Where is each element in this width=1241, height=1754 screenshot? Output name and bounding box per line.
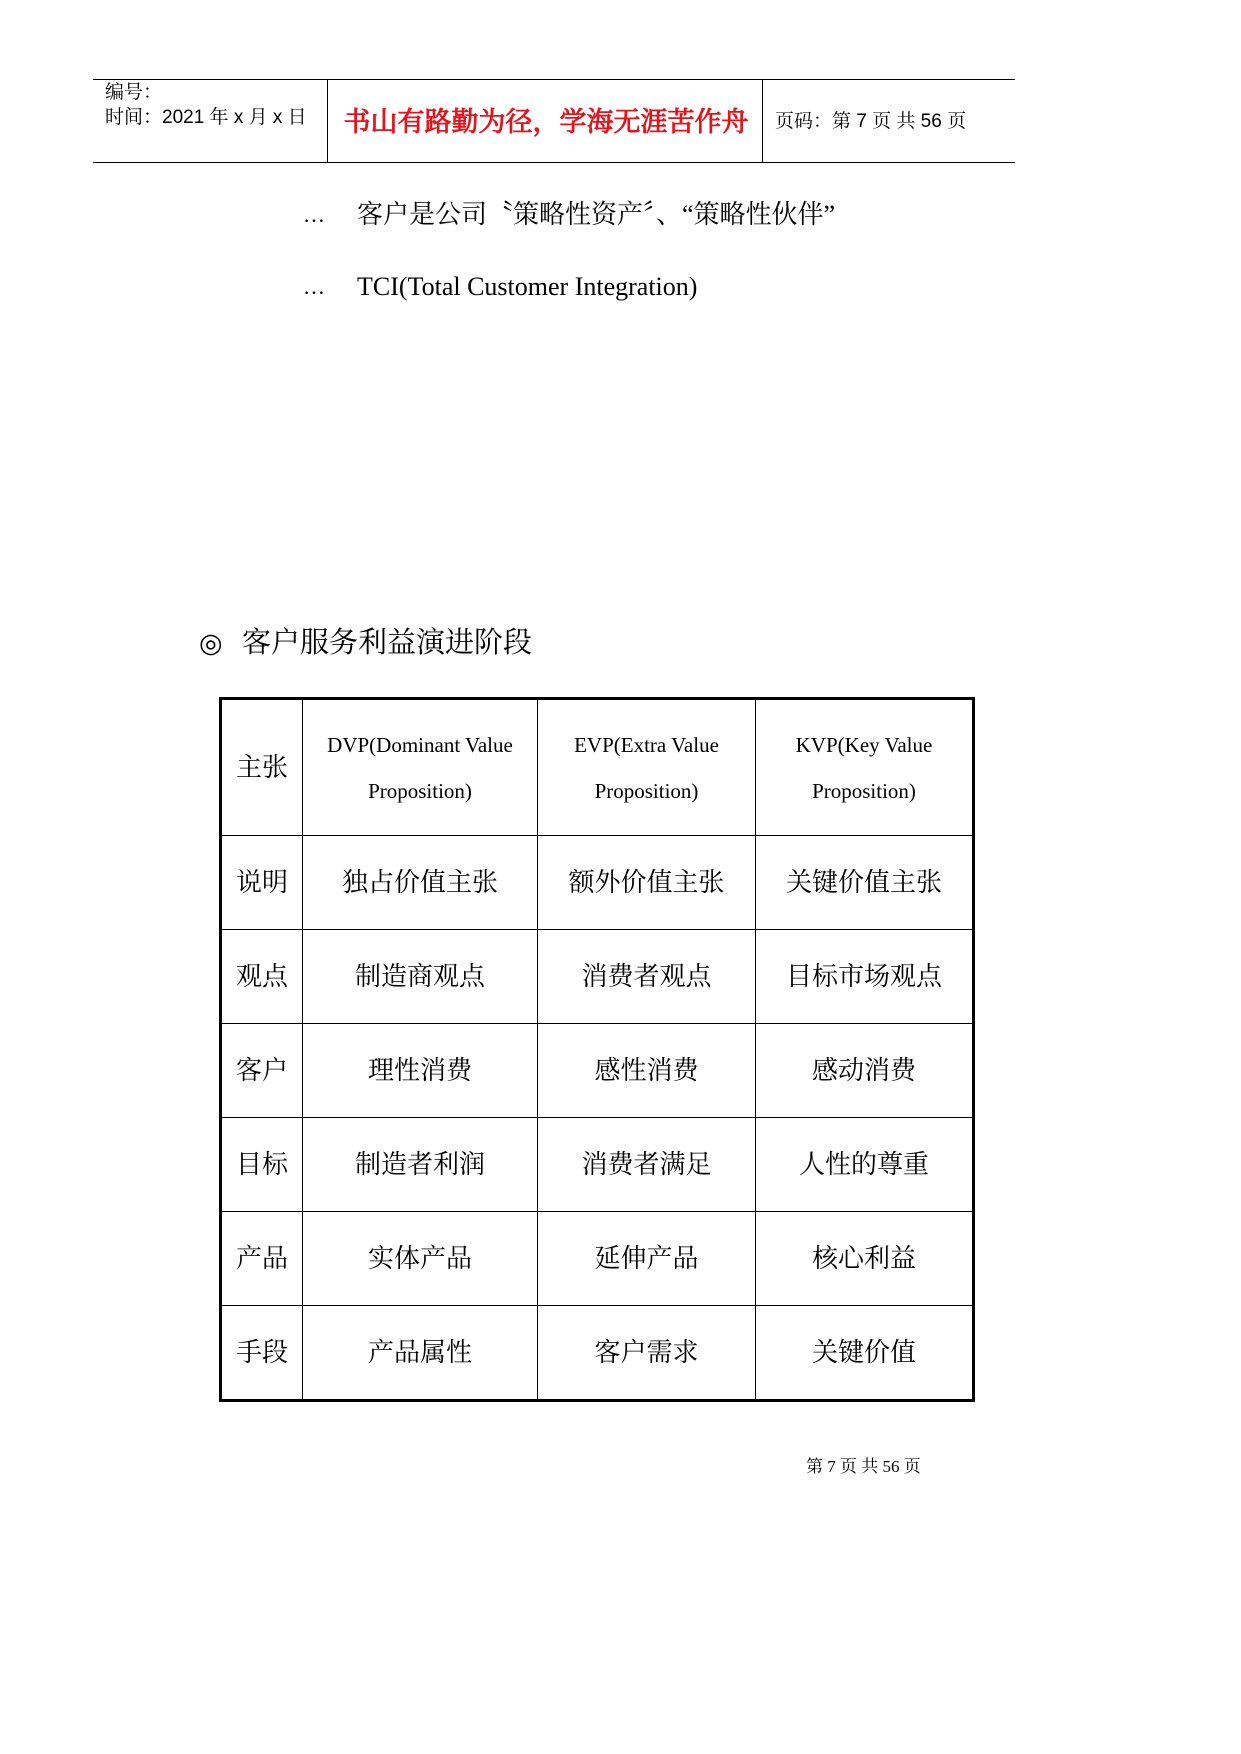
table-cell: EVP(Extra Value Proposition) — [538, 699, 756, 836]
table-cell: KVP(Key Value Proposition) — [756, 699, 974, 836]
table-cell: 核心利益 — [756, 1212, 974, 1306]
header-time-label: 时间：2021 年 x 月 x 日 — [105, 107, 307, 128]
row-label: 说明 — [221, 836, 303, 930]
table-cell: 感性消费 — [538, 1024, 756, 1118]
table-cell: 实体产品 — [303, 1212, 538, 1306]
header-bottom-rule — [93, 162, 1015, 163]
header-divider-left — [327, 80, 328, 163]
header-number-label: 编号： — [105, 82, 163, 103]
table-cell: DVP(Dominant Value Proposition) — [303, 699, 538, 836]
table-cell: 目标市场观点 — [756, 930, 974, 1024]
header-top-rule — [93, 79, 1015, 80]
row-label: 产品 — [221, 1212, 303, 1306]
value-proposition-table — [219, 697, 975, 1402]
table-cell: 关键价值 — [756, 1306, 974, 1401]
header-divider-right — [762, 80, 763, 163]
bullet-marker: … — [303, 274, 325, 299]
table-row — [221, 930, 974, 1024]
row-label: 手段 — [221, 1306, 303, 1401]
table-cell: 额外价值主张 — [538, 836, 756, 930]
table-row — [221, 1212, 974, 1306]
section-title: 客户服务利益演进阶段 — [242, 627, 533, 659]
table-cell: 理性消费 — [303, 1024, 538, 1118]
table-cell: 客户需求 — [538, 1306, 756, 1401]
table-cell: 关键价值主张 — [756, 836, 974, 930]
section-heading — [0, 622, 1241, 664]
table-row — [221, 1118, 974, 1212]
bullet-item — [0, 197, 1241, 233]
header-motto: 书山有路勤为径，学海无涯苦作舟 — [343, 107, 749, 137]
row-label: 主张 — [221, 699, 303, 836]
header-page-info: 页码：第 7 页 共 56 页 — [775, 111, 967, 132]
row-label: 观点 — [221, 930, 303, 1024]
footer-page-number: 第 7 页 共 56 页 — [806, 1457, 921, 1476]
table-cell: 消费者观点 — [538, 930, 756, 1024]
bullet-marker: … — [303, 202, 325, 227]
table-cell: 感动消费 — [756, 1024, 974, 1118]
table-cell: 消费者满足 — [538, 1118, 756, 1212]
table-row — [221, 836, 974, 930]
table-row — [221, 1024, 974, 1118]
bullet-text: TCI(Total Customer Integration) — [357, 272, 698, 301]
row-label: 目标 — [221, 1118, 303, 1212]
table-cell: 制造商观点 — [303, 930, 538, 1024]
row-label: 客户 — [221, 1024, 303, 1118]
table-row — [221, 1306, 974, 1401]
table-row — [221, 699, 974, 836]
table-cell: 制造者利润 — [303, 1118, 538, 1212]
bullet-item — [0, 269, 1241, 305]
table-cell: 延伸产品 — [538, 1212, 756, 1306]
table-cell: 产品属性 — [303, 1306, 538, 1401]
table-cell: 人性的尊重 — [756, 1118, 974, 1212]
bullet-text: 客户是公司〝策略性资产〞、“策略性伙伴” — [357, 200, 836, 229]
table-cell: 独占价值主张 — [303, 836, 538, 930]
double-circle-icon: ◎ — [199, 628, 223, 658]
